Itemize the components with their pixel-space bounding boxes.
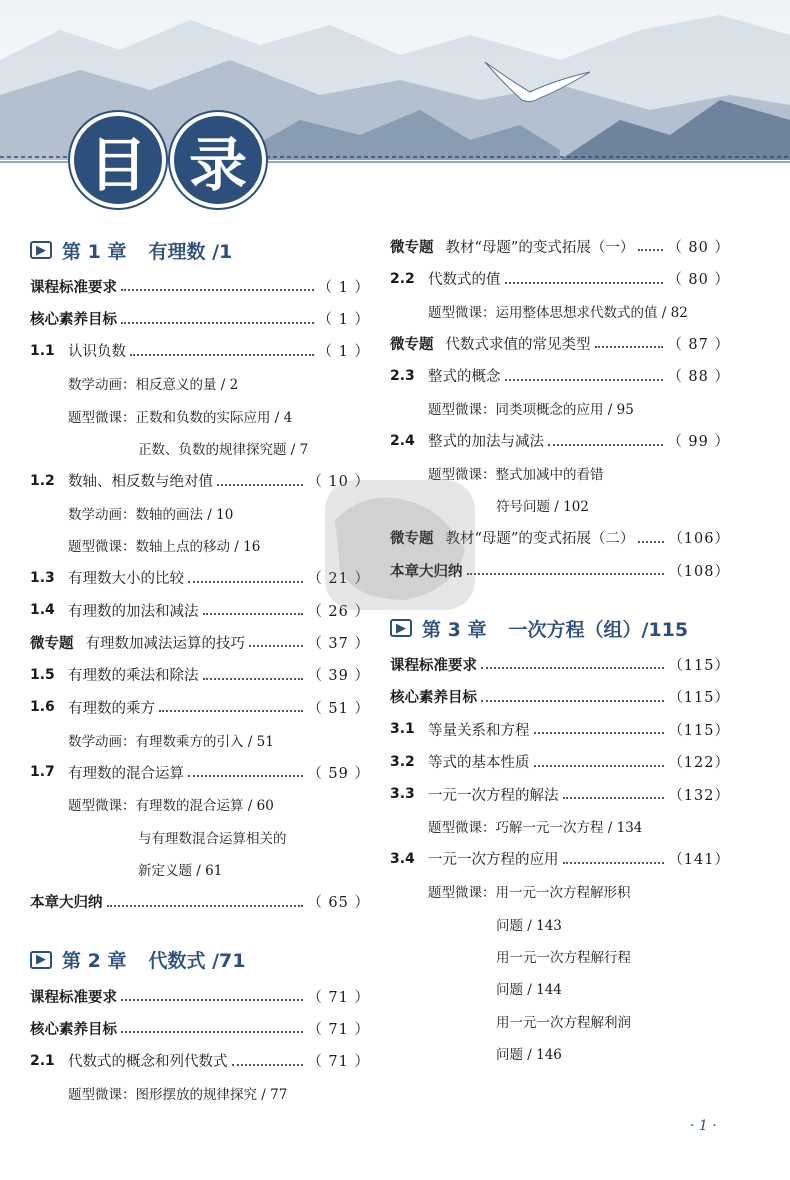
chapter-title: 有理数 /1 — [148, 240, 233, 263]
entry-label: 一元一次方程的解法 — [428, 787, 559, 804]
toc-subentry[interactable]: 数学动画：相反意义的量 / 2 — [68, 377, 239, 394]
toc-entry[interactable] — [390, 843, 730, 875]
page-ref: （ 65 ） — [307, 895, 370, 912]
toc-subentry[interactable]: 用一元一次方程解行程 — [496, 950, 631, 966]
toc-entry[interactable] — [30, 980, 370, 1012]
page-number: · 1 · — [690, 1118, 717, 1134]
toc-subentry[interactable]: 题型微课：整式加减中的看错 — [428, 466, 604, 483]
toc-entry[interactable] — [390, 745, 730, 777]
page-ref: （ 37 ） — [307, 635, 370, 652]
page-title — [70, 112, 270, 208]
toc-entry[interactable] — [390, 262, 730, 294]
toc-subentry[interactable]: 用一元一次方程解利润 — [496, 1014, 631, 1031]
entry-label: 整式的概念 — [428, 369, 501, 386]
entry-label: 代数式的概念和列代数式 — [68, 1054, 228, 1071]
toc-subentry[interactable]: 正数、负数的规律探究题 / 7 — [138, 442, 309, 459]
page-ref: （132） — [668, 787, 730, 804]
dot-leader — [481, 667, 664, 669]
page-ref: （ 71 ） — [307, 1054, 370, 1071]
entry-label: 课程标准要求 — [30, 279, 117, 296]
entry-label: 本章大归纳 — [30, 895, 103, 912]
entry-label: 课程标准要求 — [30, 989, 117, 1006]
entry-title: 代数式求值的常见类型 — [445, 336, 591, 353]
page-ref: （106） — [668, 531, 730, 548]
header-banner — [0, 0, 790, 215]
dot-leader — [548, 444, 663, 446]
entry-label: 有理数的混合运算 — [68, 765, 184, 782]
section-number: 1.7 — [30, 764, 55, 781]
dot-leader — [481, 700, 664, 702]
toc-subentry[interactable]: 数学动画：有理数乘方的引入 / 51 — [68, 733, 274, 750]
toc-entry[interactable] — [30, 1012, 370, 1044]
toc-subentry[interactable]: 题型微课：巧解一元一次方程 / 134 — [428, 820, 643, 837]
dot-leader — [121, 322, 314, 324]
dot-leader — [563, 862, 665, 864]
chapter-heading[interactable] — [30, 230, 370, 270]
page-ref: （ 80 ） — [667, 272, 730, 289]
page-ref: （ 1 ） — [317, 279, 370, 296]
page-ref: （ 88 ） — [667, 369, 730, 386]
page-ref: （122） — [668, 755, 730, 772]
toc-left-column — [30, 230, 370, 1109]
entry-title: 教材“母题”的变式拓展（二） — [445, 531, 635, 548]
toc-right-column — [390, 230, 730, 1069]
section-number: 1.5 — [30, 666, 55, 683]
chapter-number: 第 3 章 — [422, 618, 487, 641]
page-ref: （ 26 ） — [307, 603, 370, 620]
chapter-title: 代数式 /71 — [148, 950, 246, 973]
chapter-heading[interactable] — [30, 940, 370, 980]
toc-entry[interactable] — [390, 778, 730, 810]
page-ref: （115） — [668, 722, 730, 739]
entry-label: 核心素养目标 — [390, 690, 477, 707]
dot-leader — [534, 732, 665, 734]
chevron-right-icon: ▶ — [30, 241, 52, 259]
dot-leader — [249, 645, 303, 647]
toc-entry[interactable] — [30, 885, 370, 917]
dot-leader — [217, 484, 303, 486]
toc-entry[interactable] — [390, 681, 730, 713]
page-ref: （ 51 ） — [307, 700, 370, 717]
page-ref: （108） — [668, 563, 730, 580]
chapter-number: 第 2 章 — [62, 950, 127, 973]
toc-entry[interactable] — [390, 713, 730, 745]
entry-label: 有理数大小的比较 — [68, 571, 184, 588]
title-char: 目 — [70, 112, 166, 208]
toc-subentry[interactable]: 问题 / 143 — [496, 917, 562, 934]
toc-subentry[interactable]: 符号问题 / 102 — [496, 499, 589, 516]
page-ref: （ 10 ） — [307, 474, 370, 491]
dot-leader — [595, 346, 664, 348]
section-number: 2.1 — [30, 1052, 55, 1069]
dot-leader — [130, 354, 314, 356]
page-ref: （ 87 ） — [667, 336, 730, 353]
entry-label: 一元一次方程的应用 — [428, 852, 559, 869]
chapter-number: 第 1 章 — [62, 240, 127, 263]
dot-leader — [203, 613, 304, 615]
entry-label: 微专题 — [390, 239, 434, 256]
page-ref: （115） — [668, 690, 730, 707]
dot-leader — [638, 541, 664, 543]
dot-leader — [188, 775, 303, 777]
entry-label: 整式的加法与减法 — [428, 434, 544, 451]
section-number: 2.3 — [390, 367, 415, 384]
dot-leader — [534, 765, 665, 767]
toc-subentry[interactable]: 题型微课：数轴上点的移动 / 16 — [68, 539, 261, 556]
toc-entry[interactable] — [30, 1045, 370, 1077]
section-number: 3.4 — [390, 850, 415, 867]
dot-leader — [505, 379, 664, 381]
entry-label: 微专题 — [30, 635, 74, 652]
entry-label: 等量关系和方程 — [428, 722, 530, 739]
toc-subentry[interactable]: 新定义题 / 61 — [138, 863, 223, 880]
chevron-right-icon: ▶ — [390, 619, 412, 637]
toc-entry[interactable] — [390, 648, 730, 680]
dot-leader — [188, 581, 303, 583]
watermark-seal — [295, 460, 505, 630]
toc-subentry[interactable]: 题型微课：用一元一次方程解形积 — [428, 885, 631, 902]
dot-leader — [107, 905, 304, 907]
toc-entry[interactable] — [30, 756, 370, 788]
dot-leader — [232, 1064, 304, 1066]
page-ref: （ 1 ） — [317, 344, 370, 361]
toc-subentry[interactable]: 题型微课：图形摆放的规律探究 / 77 — [68, 1087, 288, 1104]
page-ref: （ 99 ） — [667, 434, 730, 451]
dot-leader — [505, 282, 664, 284]
entry-label: 有理数的乘法和除法 — [68, 668, 199, 685]
page-ref: （ 59 ） — [307, 765, 370, 782]
dot-leader — [203, 678, 304, 680]
dot-leader — [121, 289, 314, 291]
toc-entry[interactable] — [30, 691, 370, 723]
entry-label: 有理数的加法和减法 — [68, 603, 199, 620]
toc-entry[interactable] — [390, 230, 730, 262]
page-ref: （ 21 ） — [307, 571, 370, 588]
toc-subentry[interactable]: 与有理数混合运算相关的 — [138, 830, 287, 847]
entry-label: 微专题 — [390, 531, 434, 548]
chevron-right-icon: ▶ — [30, 951, 52, 969]
toc-subentry[interactable]: 题型微课：正数和负数的实际应用 / 4 — [68, 409, 293, 426]
section-number: 3.2 — [390, 753, 415, 770]
toc-subentry[interactable]: 题型微课：有理数的混合运算 / 60 — [68, 798, 274, 815]
toc-entry[interactable] — [390, 360, 730, 392]
title-char: 录 — [170, 112, 266, 208]
toc-subentry[interactable]: 问题 / 144 — [496, 982, 562, 999]
page-ref: （141） — [668, 852, 730, 869]
dot-leader — [563, 797, 665, 799]
toc-entry[interactable] — [30, 659, 370, 691]
page-ref: （115） — [668, 657, 730, 674]
page-ref: （ 80 ） — [667, 239, 730, 256]
page-ref: （ 71 ） — [307, 1021, 370, 1038]
entry-label: 课程标准要求 — [390, 657, 477, 674]
page-ref: （ 39 ） — [307, 668, 370, 685]
section-number: 2.2 — [390, 270, 415, 287]
dot-leader — [638, 249, 663, 251]
page-ref: （ 71 ） — [307, 989, 370, 1006]
entry-label: 数轴、相反数与绝对值 — [68, 474, 213, 491]
entry-label: 认识负数 — [68, 344, 126, 361]
toc-entry[interactable] — [30, 302, 370, 334]
toc-subentry[interactable]: 问题 / 146 — [496, 1047, 562, 1064]
dot-leader — [121, 1031, 303, 1033]
spacer — [30, 918, 370, 940]
toc-entry[interactable] — [30, 626, 370, 658]
entry-label: 等式的基本性质 — [428, 755, 530, 772]
dot-leader — [121, 999, 303, 1001]
section-number: 1.2 — [30, 472, 55, 489]
toc-entry[interactable] — [390, 327, 730, 359]
dot-leader — [159, 710, 303, 712]
section-number: 3.3 — [390, 786, 415, 803]
entry-title: 教材“母题”的变式拓展（一） — [445, 239, 635, 256]
section-number: 1.1 — [30, 342, 55, 359]
toc-subentry[interactable]: 题型微课：同类项概念的应用 / 95 — [428, 402, 634, 419]
entry-label: 核心素养目标 — [30, 312, 117, 329]
section-number: 1.6 — [30, 699, 55, 716]
toc-subentry[interactable]: 题型微课：运用整体思想求代数式的值 / 82 — [428, 304, 688, 321]
entry-title: 有理数加减法运算的技巧 — [85, 635, 245, 652]
section-number: 1.4 — [30, 602, 55, 619]
toc-entry[interactable] — [30, 270, 370, 302]
toc-entry[interactable] — [390, 424, 730, 456]
chapter-title: 一次方程（组）/115 — [508, 618, 689, 641]
section-number: 3.1 — [390, 721, 415, 738]
toc-subentry[interactable]: 数学动画：数轴的画法 / 10 — [68, 506, 234, 523]
toc-entry[interactable] — [30, 335, 370, 367]
section-number: 1.3 — [30, 569, 55, 586]
entry-label: 微专题 — [390, 336, 434, 353]
entry-label: 本章大归纳 — [390, 563, 463, 580]
entry-label: 核心素养目标 — [30, 1021, 117, 1038]
section-number: 2.4 — [390, 432, 415, 449]
entry-label: 有理数的乘方 — [68, 700, 155, 717]
entry-label: 代数式的值 — [428, 272, 501, 289]
page-ref: （ 1 ） — [317, 312, 370, 329]
